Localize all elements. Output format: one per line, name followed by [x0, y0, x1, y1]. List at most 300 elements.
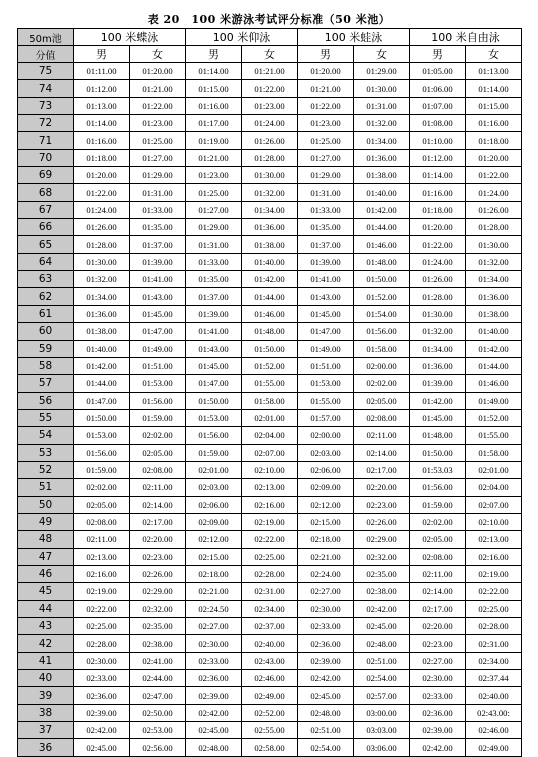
time-cell: 02:33.00	[298, 618, 354, 635]
score-cell: 66	[18, 219, 74, 236]
time-cell: 02:25.00	[74, 618, 130, 635]
time-cell: 01:39.00	[186, 305, 242, 322]
score-cell: 63	[18, 271, 74, 288]
time-cell: 01:50.00	[186, 392, 242, 409]
time-cell: 02:08.00	[354, 409, 410, 426]
time-cell: 01:48.00	[242, 323, 298, 340]
time-cell: 02:12.00	[298, 496, 354, 513]
time-cell: 01:29.00	[186, 219, 242, 236]
time-cell: 01:59.00	[186, 444, 242, 461]
score-cell: 38	[18, 704, 74, 721]
time-cell: 02:36.00	[74, 687, 130, 704]
time-cell: 02:42.00	[298, 670, 354, 687]
score-cell: 73	[18, 97, 74, 114]
time-cell: 02:26.00	[354, 513, 410, 530]
time-cell: 01:38.00	[74, 323, 130, 340]
time-cell: 01:23.00	[186, 167, 242, 184]
time-cell: 02:39.00	[298, 652, 354, 669]
time-cell: 01:52.00	[242, 357, 298, 374]
time-cell: 01:54.00	[354, 305, 410, 322]
table-row	[18, 392, 522, 409]
time-cell: 01:43.00	[130, 288, 186, 305]
table-row	[18, 427, 522, 444]
time-cell: 01:56.00	[186, 427, 242, 444]
time-cell: 01:13.00	[74, 97, 130, 114]
time-cell: 01:53.00	[130, 375, 186, 392]
time-cell: 02:06.00	[186, 496, 242, 513]
time-cell: 01:36.00	[410, 357, 466, 374]
time-cell: 02:28.00	[74, 635, 130, 652]
table-row	[18, 548, 522, 565]
time-cell: 02:49.00	[242, 687, 298, 704]
time-cell: 01:58.00	[354, 340, 410, 357]
table-row	[18, 97, 522, 114]
time-cell: 01:55.00	[466, 427, 522, 444]
time-cell: 01:29.00	[130, 167, 186, 184]
table-row	[18, 80, 522, 97]
time-cell: 02:48.00	[354, 635, 410, 652]
time-cell: 02:07.00	[242, 444, 298, 461]
time-cell: 02:42.00	[410, 739, 466, 756]
time-cell: 03:03.00	[354, 722, 410, 739]
time-cell: 01:22.00	[298, 97, 354, 114]
score-cell: 52	[18, 461, 74, 478]
score-cell: 65	[18, 236, 74, 253]
time-cell: 01:23.00	[298, 115, 354, 132]
table-row	[18, 63, 522, 80]
table-row	[18, 184, 522, 201]
time-cell: 01:30.00	[466, 236, 522, 253]
time-cell: 01:33.00	[130, 201, 186, 218]
time-cell: 02:17.00	[354, 461, 410, 478]
time-cell: 01:50.00	[74, 409, 130, 426]
time-cell: 02:39.00	[74, 704, 130, 721]
time-cell: 01:44.00	[354, 219, 410, 236]
table-row	[18, 704, 522, 721]
score-table-container	[17, 12, 521, 757]
time-cell: 02:05.00	[130, 444, 186, 461]
time-cell: 01:15.00	[186, 80, 242, 97]
time-cell: 01:53.00	[186, 409, 242, 426]
time-cell: 01:18.00	[74, 149, 130, 166]
table-row	[18, 583, 522, 600]
time-cell: 02:00.00	[298, 427, 354, 444]
time-cell: 02:37.00	[242, 618, 298, 635]
time-cell: 01:14.00	[466, 80, 522, 97]
time-cell: 01:25.00	[130, 132, 186, 149]
time-cell: 01:24.00	[242, 115, 298, 132]
time-cell: 01:50.00	[410, 444, 466, 461]
time-cell: 01:16.00	[74, 132, 130, 149]
header-female: 女	[466, 46, 522, 63]
time-cell: 01:13.00	[466, 63, 522, 80]
time-cell: 01:21.00	[186, 149, 242, 166]
time-cell: 01:28.00	[242, 149, 298, 166]
time-cell: 01:36.00	[74, 305, 130, 322]
time-cell: 01:05.00	[410, 63, 466, 80]
time-cell: 02:16.00	[466, 548, 522, 565]
time-cell: 01:47.00	[74, 392, 130, 409]
time-cell: 02:23.00	[130, 548, 186, 565]
time-cell: 02:02.00	[74, 479, 130, 496]
time-cell: 01:47.00	[186, 375, 242, 392]
time-cell: 01:49.00	[298, 340, 354, 357]
time-cell: 02:07.00	[466, 496, 522, 513]
time-cell: 01:50.00	[354, 271, 410, 288]
time-cell: 02:55.00	[242, 722, 298, 739]
time-cell: 02:26.00	[130, 565, 186, 582]
time-cell: 02:28.00	[466, 618, 522, 635]
time-cell: 02:38.00	[354, 583, 410, 600]
time-cell: 02:04.00	[466, 479, 522, 496]
time-cell: 02:19.00	[242, 513, 298, 530]
time-cell: 02:10.00	[242, 461, 298, 478]
time-cell: 01:32.00	[354, 115, 410, 132]
time-cell: 02:41.00	[130, 652, 186, 669]
time-cell: 01:30.00	[354, 80, 410, 97]
score-cell: 47	[18, 548, 74, 565]
time-cell: 02:14.00	[410, 583, 466, 600]
time-cell: 02:47.00	[130, 687, 186, 704]
time-cell: 02:35.00	[130, 618, 186, 635]
time-cell: 02:34.00	[242, 600, 298, 617]
time-cell: 02:48.00	[186, 739, 242, 756]
time-cell: 02:16.00	[242, 496, 298, 513]
time-cell: 02:15.00	[186, 548, 242, 565]
time-cell: 01:42.00	[466, 340, 522, 357]
time-cell: 01:22.00	[74, 184, 130, 201]
time-cell: 02:28.00	[242, 565, 298, 582]
score-cell: 57	[18, 375, 74, 392]
time-cell: 02:32.00	[354, 548, 410, 565]
time-cell: 01:32.00	[410, 323, 466, 340]
time-cell: 01:59.00	[74, 461, 130, 478]
header-female: 女	[242, 46, 298, 63]
swimming-score-table	[17, 28, 522, 757]
table-row	[18, 305, 522, 322]
time-cell: 02:33.00	[410, 687, 466, 704]
time-cell: 01:45.00	[410, 409, 466, 426]
header-female: 女	[354, 46, 410, 63]
time-cell: 01:31.00	[354, 97, 410, 114]
table-row	[18, 132, 522, 149]
time-cell: 01:41.00	[186, 323, 242, 340]
time-cell: 01:46.00	[354, 236, 410, 253]
table-row	[18, 201, 522, 218]
time-cell: 01:20.00	[74, 167, 130, 184]
time-cell: 01:39.00	[298, 253, 354, 270]
score-cell: 54	[18, 427, 74, 444]
time-cell: 02:33.00	[74, 670, 130, 687]
time-cell: 02:27.00	[298, 583, 354, 600]
time-cell: 01:42.00	[74, 357, 130, 374]
time-cell: 01:40.00	[242, 253, 298, 270]
score-cell: 59	[18, 340, 74, 357]
score-cell: 50	[18, 496, 74, 513]
table-row	[18, 739, 522, 756]
time-cell: 02:56.00	[130, 739, 186, 756]
time-cell: 01:49.00	[130, 340, 186, 357]
time-cell: 02:51.00	[298, 722, 354, 739]
table-row	[18, 496, 522, 513]
time-cell: 02:23.00	[410, 635, 466, 652]
time-cell: 02:31.00	[466, 635, 522, 652]
time-cell: 02:49.00	[466, 739, 522, 756]
time-cell: 01:55.00	[298, 392, 354, 409]
time-cell: 02:14.00	[354, 444, 410, 461]
score-cell: 39	[18, 687, 74, 704]
time-cell: 01:28.00	[466, 219, 522, 236]
time-cell: 02:01.00	[466, 461, 522, 478]
header-freestyle: 100 米自由泳	[410, 29, 522, 46]
time-cell: 01:45.00	[298, 305, 354, 322]
time-cell: 02:54.00	[298, 739, 354, 756]
time-cell: 01:31.00	[130, 184, 186, 201]
header-row-gender	[18, 46, 522, 63]
table-title: 表 20 100 米游泳考试评分标准（50 米池）	[147, 13, 391, 26]
time-cell: 01:38.00	[466, 305, 522, 322]
time-cell: 01:22.00	[242, 80, 298, 97]
table-row	[18, 323, 522, 340]
time-cell: 02:01.00	[242, 409, 298, 426]
time-cell: 01:52.00	[466, 409, 522, 426]
time-cell: 02:13.00	[242, 479, 298, 496]
time-cell: 01:15.00	[466, 97, 522, 114]
time-cell: 01:17.00	[186, 115, 242, 132]
time-cell: 01:51.00	[130, 357, 186, 374]
time-cell: 01:12.00	[410, 149, 466, 166]
time-cell: 02:30.00	[298, 600, 354, 617]
table-row	[18, 461, 522, 478]
time-cell: 01:40.00	[466, 323, 522, 340]
time-cell: 01:44.00	[74, 375, 130, 392]
time-cell: 01:56.00	[410, 479, 466, 496]
time-cell: 01:25.00	[186, 184, 242, 201]
table-row	[18, 531, 522, 548]
table-row	[18, 288, 522, 305]
time-cell: 02:23.00	[354, 496, 410, 513]
time-cell: 01:28.00	[410, 288, 466, 305]
time-cell: 01:42.00	[354, 201, 410, 218]
time-cell: 02:42.00	[74, 722, 130, 739]
time-cell: 01:37.00	[298, 236, 354, 253]
time-cell: 02:39.00	[410, 722, 466, 739]
time-cell: 01:20.00	[466, 149, 522, 166]
corner-score-label: 分值	[18, 46, 74, 63]
header-male: 男	[410, 46, 466, 63]
time-cell: 02:34.00	[466, 652, 522, 669]
header-butterfly: 100 米蝶泳	[74, 29, 186, 46]
time-cell: 01:45.00	[186, 357, 242, 374]
time-cell: 01:56.00	[74, 444, 130, 461]
time-cell: 01:44.00	[242, 288, 298, 305]
time-cell: 01:39.00	[410, 375, 466, 392]
time-cell: 02:25.00	[242, 548, 298, 565]
table-row	[18, 271, 522, 288]
time-cell: 01:14.00	[410, 167, 466, 184]
time-cell: 01:39.00	[130, 253, 186, 270]
time-cell: 02:54.00	[354, 670, 410, 687]
time-cell: 01:34.00	[410, 340, 466, 357]
time-cell: 02:02.00	[410, 513, 466, 530]
time-cell: 02:03.00	[298, 444, 354, 461]
time-cell: 01:27.00	[186, 201, 242, 218]
time-cell: 01:46.00	[242, 305, 298, 322]
time-cell: 02:30.00	[410, 670, 466, 687]
time-cell: 01:29.00	[298, 167, 354, 184]
time-cell: 02:29.00	[354, 531, 410, 548]
time-cell: 01:16.00	[410, 184, 466, 201]
header-male: 男	[298, 46, 354, 63]
score-cell: 48	[18, 531, 74, 548]
score-cell: 43	[18, 618, 74, 635]
score-cell: 49	[18, 513, 74, 530]
table-row	[18, 444, 522, 461]
time-cell: 01:50.00	[242, 340, 298, 357]
time-cell: 02:37.44	[466, 670, 522, 687]
table-row	[18, 219, 522, 236]
time-cell: 01:35.00	[186, 271, 242, 288]
time-cell: 02:30.00	[74, 652, 130, 669]
time-cell: 01:42.00	[242, 271, 298, 288]
time-cell: 02:42.00	[354, 600, 410, 617]
time-cell: 01:51.00	[298, 357, 354, 374]
table-row	[18, 565, 522, 582]
time-cell: 01:21.00	[298, 80, 354, 97]
time-cell: 02:20.00	[130, 531, 186, 548]
time-cell: 01:18.00	[466, 132, 522, 149]
time-cell: 02:51.00	[354, 652, 410, 669]
table-row	[18, 340, 522, 357]
time-cell: 01:25.00	[298, 132, 354, 149]
score-cell: 42	[18, 635, 74, 652]
time-cell: 01:20.00	[410, 219, 466, 236]
time-cell: 01:12.00	[74, 80, 130, 97]
time-cell: 02:43.00:	[466, 704, 522, 721]
score-cell: 70	[18, 149, 74, 166]
time-cell: 01:52.00	[354, 288, 410, 305]
time-cell: 01:26.00	[410, 271, 466, 288]
table-row	[18, 253, 522, 270]
table-row	[18, 115, 522, 132]
time-cell: 02:04.00	[242, 427, 298, 444]
time-cell: 02:27.00	[186, 618, 242, 635]
time-cell: 01:36.00	[354, 149, 410, 166]
time-cell: 02:18.00	[186, 565, 242, 582]
time-cell: 01:44.00	[466, 357, 522, 374]
time-cell: 01:35.00	[298, 219, 354, 236]
time-cell: 01:22.00	[466, 167, 522, 184]
time-cell: 02:05.00	[354, 392, 410, 409]
time-cell: 02:48.00	[298, 704, 354, 721]
time-cell: 01:47.00	[130, 323, 186, 340]
time-cell: 01:56.00	[130, 392, 186, 409]
header-breaststroke: 100 米蛙泳	[298, 29, 410, 46]
time-cell: 02:08.00	[410, 548, 466, 565]
time-cell: 01:53.00	[298, 375, 354, 392]
time-cell: 01:22.00	[130, 97, 186, 114]
time-cell: 01:08.00	[410, 115, 466, 132]
time-cell: 01:19.00	[186, 132, 242, 149]
time-cell: 01:47.00	[298, 323, 354, 340]
time-cell: 02:43.00	[242, 652, 298, 669]
time-cell: 02:30.00	[186, 635, 242, 652]
table-row	[18, 167, 522, 184]
time-cell: 01:35.00	[130, 219, 186, 236]
score-cell: 64	[18, 253, 74, 270]
table-row	[18, 618, 522, 635]
time-cell: 02:45.00	[74, 739, 130, 756]
time-cell: 03:00.00	[354, 704, 410, 721]
time-cell: 01:59.00	[410, 496, 466, 513]
score-cell: 68	[18, 184, 74, 201]
time-cell: 01:43.00	[298, 288, 354, 305]
time-cell: 01:24.00	[74, 201, 130, 218]
time-cell: 02:05.00	[74, 496, 130, 513]
time-cell: 01:45.00	[130, 305, 186, 322]
time-cell: 02:52.00	[242, 704, 298, 721]
table-row	[18, 149, 522, 166]
time-cell: 01:24.00	[410, 253, 466, 270]
score-cell: 55	[18, 409, 74, 426]
time-cell: 02:22.00	[74, 600, 130, 617]
table-row	[18, 635, 522, 652]
time-cell: 01:30.00	[74, 253, 130, 270]
table-row	[18, 670, 522, 687]
time-cell: 01:32.00	[242, 184, 298, 201]
time-cell: 02:05.00	[410, 531, 466, 548]
time-cell: 02:22.00	[466, 583, 522, 600]
time-cell: 01:42.00	[410, 392, 466, 409]
time-cell: 01:49.00	[466, 392, 522, 409]
time-cell: 02:38.00	[130, 635, 186, 652]
time-cell: 02:39.00	[186, 687, 242, 704]
time-cell: 02:11.00	[130, 479, 186, 496]
time-cell: 01:38.00	[242, 236, 298, 253]
time-cell: 01:37.00	[130, 236, 186, 253]
time-cell: 01:26.00	[466, 201, 522, 218]
time-cell: 02:27.00	[410, 652, 466, 669]
time-cell: 02:40.00	[466, 687, 522, 704]
time-cell: 01:34.00	[354, 132, 410, 149]
time-cell: 02:06.00	[298, 461, 354, 478]
time-cell: 01:57.00	[298, 409, 354, 426]
time-cell: 02:45.00	[354, 618, 410, 635]
time-cell: 02:15.00	[298, 513, 354, 530]
score-cell: 44	[18, 600, 74, 617]
time-cell: 01:40.00	[354, 184, 410, 201]
time-cell: 02:29.00	[130, 583, 186, 600]
time-cell: 02:25.00	[466, 600, 522, 617]
score-cell: 37	[18, 722, 74, 739]
score-cell: 69	[18, 167, 74, 184]
time-cell: 02:46.00	[242, 670, 298, 687]
time-cell: 02:08.00	[74, 513, 130, 530]
time-cell: 01:34.00	[466, 271, 522, 288]
table-row	[18, 687, 522, 704]
time-cell: 02:18.00	[298, 531, 354, 548]
time-cell: 01:27.00	[130, 149, 186, 166]
time-cell: 01:59.00	[130, 409, 186, 426]
time-cell: 01:41.00	[298, 271, 354, 288]
time-cell: 01:22.00	[410, 236, 466, 253]
score-cell: 40	[18, 670, 74, 687]
time-cell: 02:17.00	[410, 600, 466, 617]
table-row	[18, 652, 522, 669]
time-cell: 02:19.00	[466, 565, 522, 582]
time-cell: 01:37.00	[186, 288, 242, 305]
table-row	[18, 357, 522, 374]
